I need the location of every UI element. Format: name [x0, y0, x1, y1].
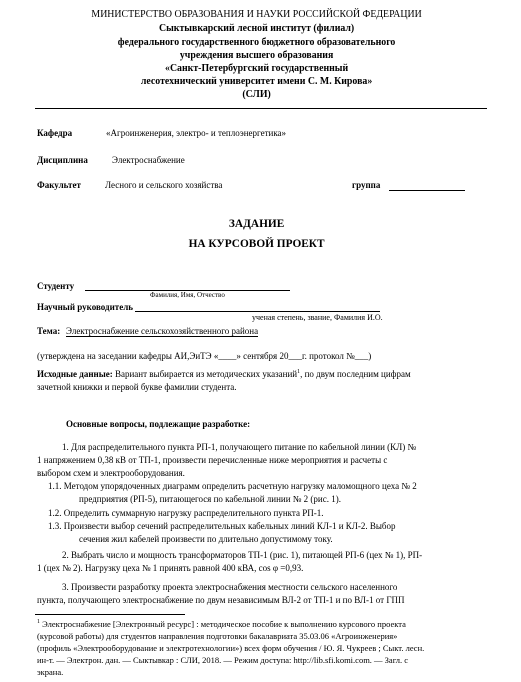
group-label: группа	[352, 180, 381, 190]
footnote-divider	[35, 614, 185, 615]
topic-value: Электроснабжение сельскохозяйственного района	[66, 326, 259, 336]
item-1-line-3: выбором схем и электрооборудования.	[37, 468, 185, 478]
header-divider	[35, 108, 487, 109]
header-abbr: (СЛИ)	[242, 89, 271, 100]
approved-line: (утверждена на заседании кафедры АИ,ЭиТЭ «____» сентября 20___г. протокол №___)	[37, 351, 372, 361]
footnote-line-4: ин-т. — Электрон. дан. — Сыктывкар : СЛИ, 2018. — Режим доступа: http://lib.sfi.komi.com. — Загл. с	[37, 655, 409, 665]
faculty-label: Факультет	[37, 180, 81, 190]
item-2-line-1: 2. Выбрать число и мощность трансформаторов ТП-1 (рис. 1), питающей РП-6 (цех № 1), РП-	[62, 550, 423, 560]
discipline-label: Дисциплина	[37, 155, 88, 165]
initial-data-label: Исходные данные:	[37, 369, 113, 379]
item-3-line-2: пункта, получающего электроснабжение по двум независимым ВЛ-2 от ТП-1 и по ВЛ-1 от ГПП	[37, 595, 405, 605]
item-1-line-1: 1. Для распределительного пункта РП-1, получающего питание по кабельной линии (КЛ) №	[62, 442, 417, 452]
header-line-6: лесотехнический университет имени С. М. Кирова»	[140, 76, 373, 87]
footnote-line-3: (профиль «Электрооборудование и электротехнологии») всех форм обучения / Ю. Я. Чукреев ; Сыкт. лесн.	[37, 643, 425, 653]
institute-line: Сыктывкарский лесной институт (филиал)	[158, 23, 355, 34]
header-line-4: учреждения высшего образования	[179, 50, 334, 61]
header-line-3: федерального государственного бюджетного образовательного	[117, 37, 396, 48]
header-line-5: «Санкт-Петербургский государственный	[165, 63, 349, 74]
supervisor-hint: ученая степень, звание, Фамилия И.О.	[252, 313, 383, 322]
item-3-line-1: 3. Произвести разработку проекта электроснабжения местности сельского населенного	[62, 582, 398, 592]
footnote-line-2: (курсовой работы) для студентов направления подготовки бакалавриата 35.03.06 «Агроинженерия»	[37, 631, 398, 641]
item-1-2: 1.2. Определить суммарную нагрузку распределительного пункта РП-1.	[48, 508, 324, 518]
initial-data-line-1	[37, 369, 411, 379]
questions-heading: Основные вопросы, подлежащие разработке:	[66, 419, 251, 429]
footnote-line-5: экрана.	[37, 667, 64, 677]
item-1-1-line-1: 1.1. Методом упорядоченных диаграмм определить расчетную нагрузку маломощного цеха № 2	[48, 481, 417, 491]
topic-label: Тема:	[37, 326, 61, 336]
item-1-line-2: 1 напряжением 0,38 кВ от ТП-1, произвести перечисленные ниже мероприятия и расчеты с	[37, 455, 388, 465]
initial-data-text-2: , по двум последним цифрам	[300, 369, 411, 379]
faculty-value: Лесного и сельского хозяйства	[105, 180, 223, 190]
title-line-2: НА КУРСОВОЙ ПРОЕКТ	[188, 238, 325, 250]
group-blank-line	[389, 190, 465, 191]
footnote-text-1: Электроснабжение [Электронный ресурс] : методическое пособие к выполнению курсового проекта	[40, 619, 406, 629]
initial-data-line-2: зачетной книжки и первой букве фамилии студента.	[37, 382, 237, 392]
item-1-3-line-2: сечения жил кабелей произвести по длительно допустимому току.	[79, 534, 333, 544]
footnote-ref: 1	[297, 369, 301, 375]
title-line-1: ЗАДАНИЕ	[228, 218, 285, 230]
footnote-mark: 1	[37, 619, 40, 626]
footnote-line-1	[37, 619, 406, 629]
ministry-line: МИНИСТЕРСТВО ОБРАЗОВАНИЯ И НАУКИ РОССИЙСКОЙ ФЕДЕРАЦИИ	[91, 9, 422, 20]
discipline-value: Электроснабжение	[112, 155, 185, 165]
kafedra-value: «Агроинженерия, электро- и теплоэнергетика»	[106, 128, 287, 138]
item-2-line-2: 1 (цех № 2). Нагрузку цеха № 1 принять равной 400 кВА, cos φ =0,93.	[37, 563, 304, 573]
kafedra-label: Кафедра	[37, 128, 73, 138]
student-hint: Фамилия, Имя, Отчество	[150, 291, 225, 299]
student-label: Студенту	[37, 281, 75, 291]
item-1-3-line-1: 1.3. Произвести выбор сечений распределительных кабельных линий КЛ-1 и КЛ-2. Выбор	[48, 521, 396, 531]
item-1-1-line-2: предприятия (РП-5), питающегося по кабельной линии № 2 (рис. 1).	[79, 494, 341, 504]
supervisor-blank-line	[135, 311, 380, 312]
initial-data-text: Вариант выбирается из методических указаний	[112, 369, 298, 379]
supervisor-label: Научный руководитель	[37, 302, 133, 312]
